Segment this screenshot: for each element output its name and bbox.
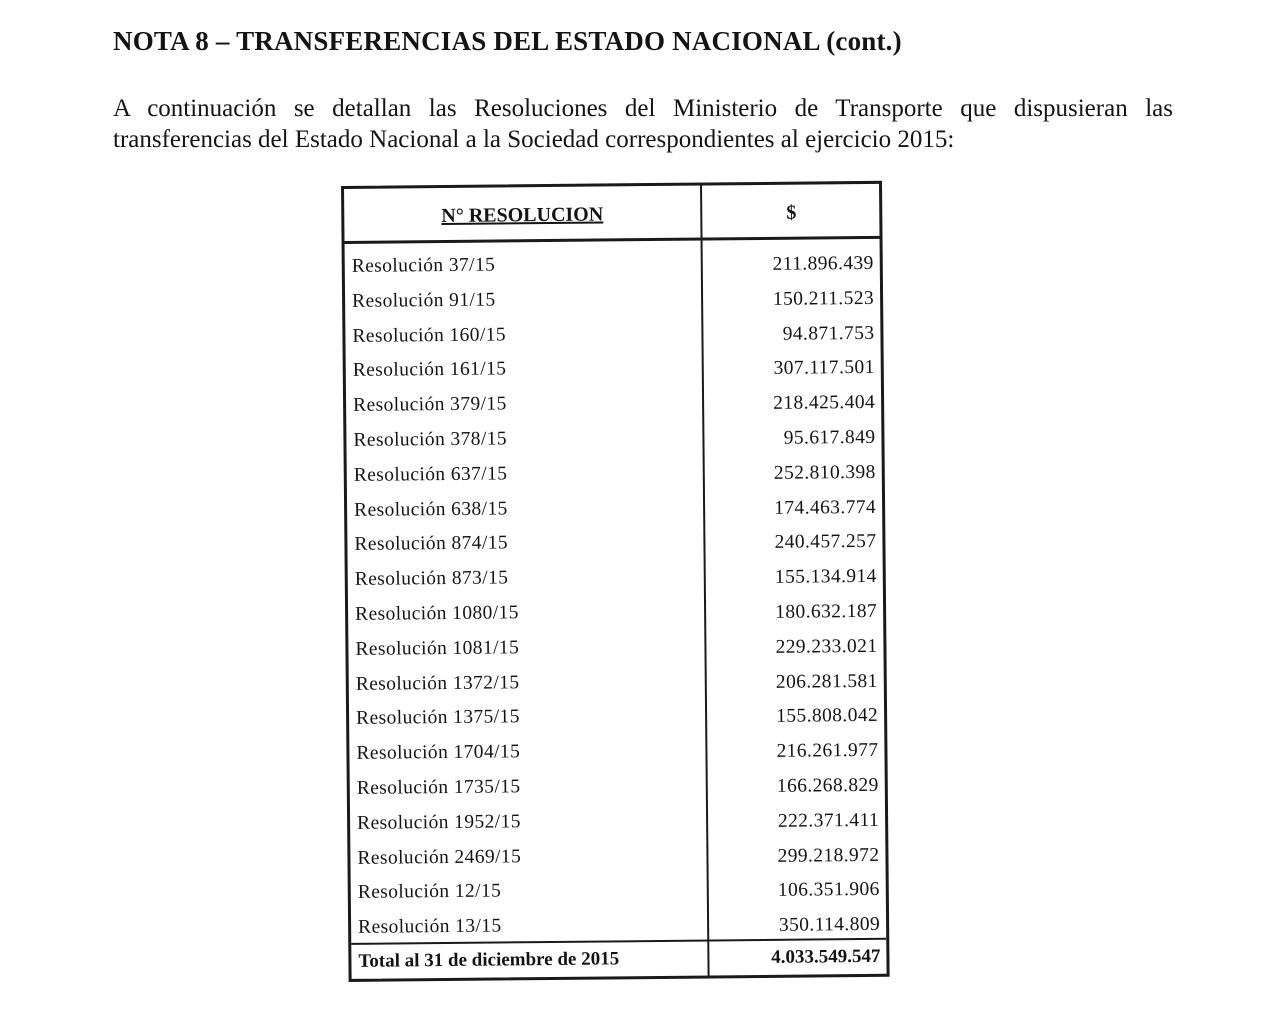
table-row [346,413,881,453]
table-row [348,587,883,627]
resolution-cell: Resolución 874/15 [354,532,509,556]
amount-cell: 299.218.972 [777,844,880,867]
amount-cell: 206.281.581 [775,670,878,693]
table-row [349,726,884,766]
total-amount: 4.033.549.547 [771,945,881,968]
resolution-cell: Resolución 161/15 [352,358,507,382]
resolution-cell: Resolución 1080/15 [355,602,519,625]
table-row [348,552,883,592]
table-header [344,184,880,244]
table-row [346,343,881,383]
table-row [345,239,880,279]
resolution-cell: Resolución 1081/15 [355,637,520,660]
amount-cell: 150.211.523 [772,287,875,310]
resolution-cell: Resolución 12/15 [357,880,502,904]
resolution-cell: Resolución 638/15 [354,498,508,521]
resolution-cell: Resolución 160/15 [352,324,507,347]
table-row [347,448,882,488]
resolutions-table [341,181,890,982]
resolution-cell: Resolución 37/15 [351,254,496,277]
table-row [351,865,886,905]
note-heading: NOTA 8 – TRANSFERENCIAS DEL ESTADO NACIONAL (cont.) [113,26,902,56]
amount-cell: 240.457.257 [774,531,877,554]
resolution-cell: Resolución 2469/15 [357,845,522,869]
total-label: Total al 31 de diciembre de 2015 [358,948,620,972]
amount-cell: 94.871.753 [782,322,875,345]
amount-cell: 166.268.829 [776,774,879,797]
table-row [350,796,885,836]
intro-paragraph: A continuación se detallan las Resoluciones del Ministerio de Transporte que dispusieran las transferencias del Estado Nacional a la Sociedad correspondientes al ejercicio 2015: [113,95,1173,153]
amount-cell: 106.351.906 [777,879,880,902]
table-row [350,761,885,801]
amount-cell: 155.134.914 [774,566,877,589]
amount-column-header: $ [786,201,797,224]
amount-cell: 229.233.021 [775,635,878,658]
resolution-cell: Resolución 1735/15 [356,776,521,799]
resolution-cell: Resolución 637/15 [353,463,508,486]
resolution-cell: Resolución 1375/15 [356,706,520,730]
table-row [350,830,885,870]
resolution-column-header: N° RESOLUCION [441,203,604,228]
table-row [345,274,880,314]
total-row [351,938,886,979]
amount-cell: 155.808.042 [776,705,879,728]
table-row [351,900,886,940]
amount-cell: 211.896.439 [772,252,874,275]
amount-cell: 174.463.774 [774,496,877,519]
amount-cell: 307.117.501 [773,357,875,380]
table-row [349,691,884,731]
resolution-cell: Resolución 13/15 [358,915,502,939]
resolution-cell: Resolución 1952/15 [357,811,521,834]
amount-cell: 216.261.977 [776,740,879,763]
table-row [345,308,880,348]
amount-cell: 350.114.809 [778,914,881,937]
amount-cell: 218.425.404 [773,392,876,415]
resolution-cell: Resolución 379/15 [353,393,507,417]
table-row [346,378,881,418]
resolution-cell: Resolución 91/15 [352,289,496,312]
amount-cell: 180.632.187 [775,600,878,623]
table-row [347,517,882,557]
resolution-cell: Resolución 1372/15 [355,671,520,695]
resolution-cell: Resolución 1704/15 [356,741,521,765]
amount-cell: 95.617.849 [783,426,876,449]
table-row [348,622,883,662]
amount-cell: 222.371.411 [777,809,880,832]
table-row [347,482,882,522]
resolution-cell: Resolución 873/15 [354,567,509,591]
amount-cell: 252.810.398 [773,461,876,484]
table-row [349,656,884,696]
resolution-cell: Resolución 378/15 [353,428,508,451]
